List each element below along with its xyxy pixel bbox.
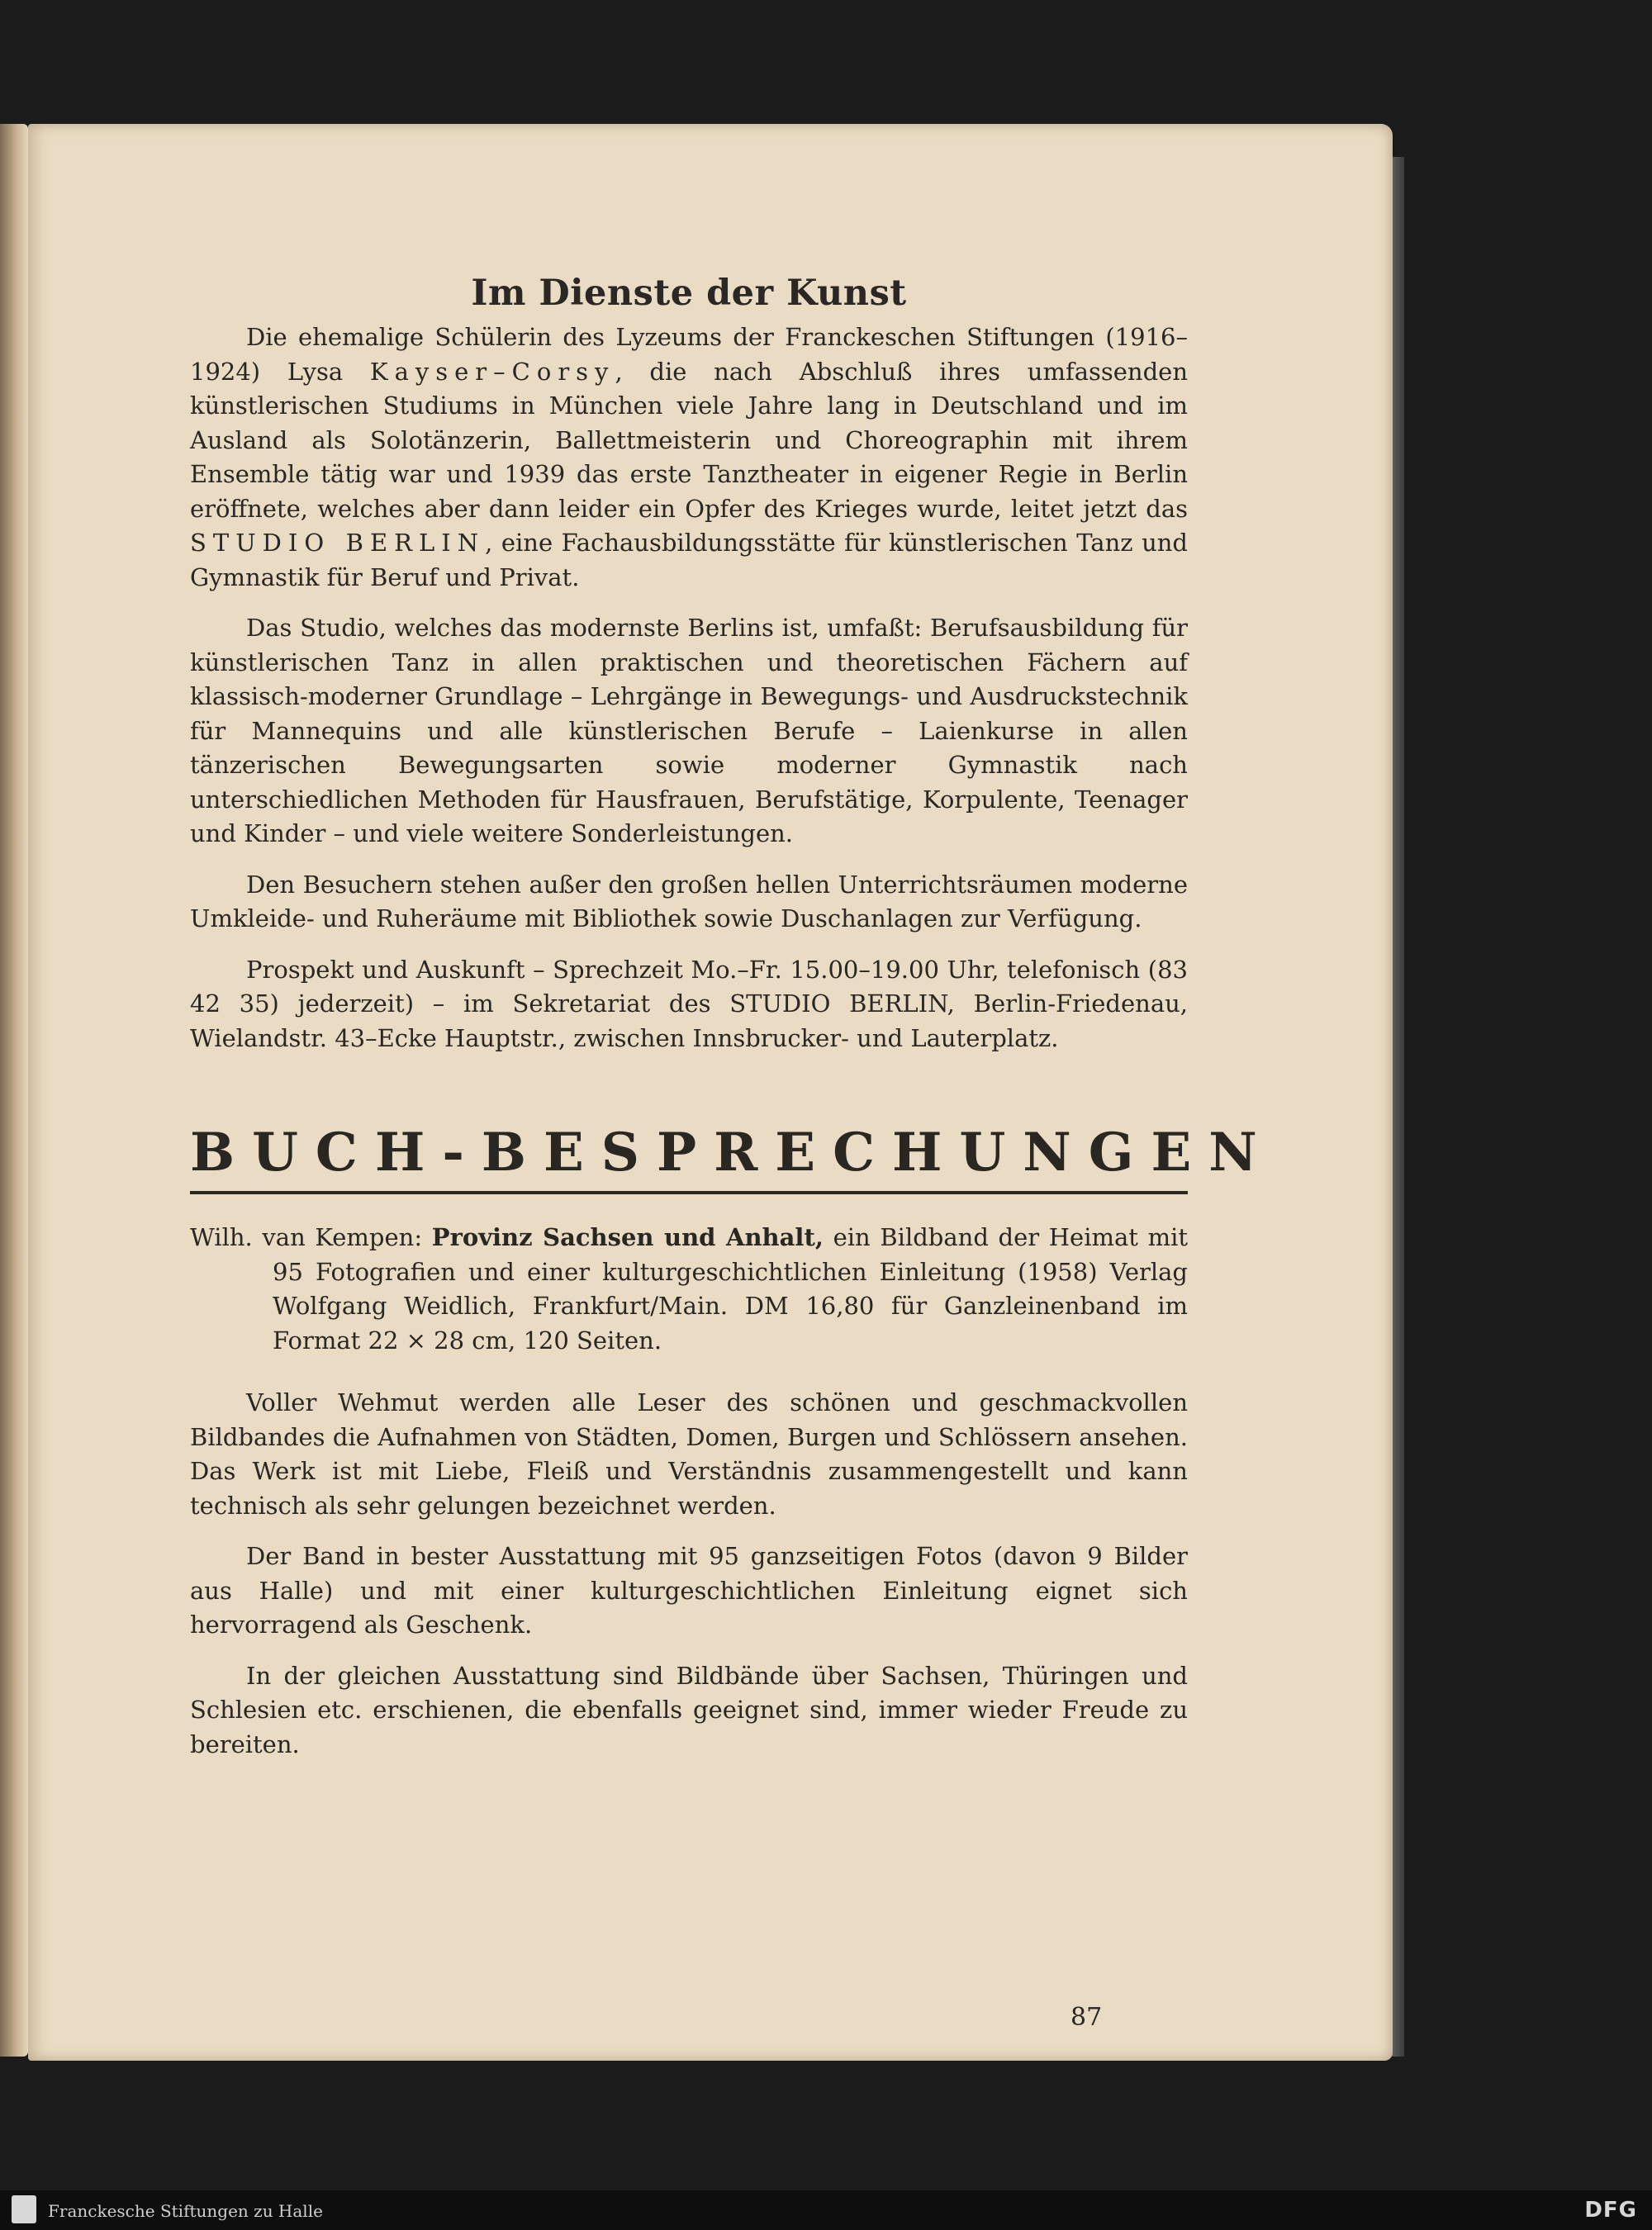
article-paragraph-1 — [190, 320, 1188, 595]
dfg-logo: DFG — [1584, 2198, 1637, 2223]
article-paragraph-3: Den Besuchern stehen außer den großen hellen Unterrichtsräumen moderne Umkleide- und Ruheräume mit Bibliothek sowie Duschanlagen zur Verfügung. — [190, 870, 1188, 932]
viewer-footer — [0, 2190, 1652, 2230]
scanned-page — [28, 124, 1393, 2061]
book-author: Wilh. van Kempen: — [190, 1223, 432, 1251]
article-paragraph-4: Prospekt und Auskunft – Sprechzeit Mo.–Fr. 15.00–19.00 Uhr, telefonisch (83 42 35) jederzeit) – im Sekretariat des STUDIO BERLIN, Berlin-Friedenau, Wielandstr. 43–Ecke Hauptstr., zwischen Innsbrucker- und Lauterplatz. — [190, 955, 1188, 1052]
page-number: 87 — [1070, 2003, 1103, 2032]
person-name: Kayser–Corsy — [369, 357, 615, 386]
article-p1-end: , eine Fachausbildungsstätte für künstlerischen Tanz und Gymnastik für Beruf und Privat. — [190, 529, 1188, 591]
article-p1-middle: , die nach Abschluß ihres umfassenden künstlerischen Studiums in München viele Jahre lang in Deutschland und im Ausland als Solotänzerin, Ballettmeisterin und Choreographin mit ihrem Ensemble tätig war und 1939 das erste Tanztheater in eigener Regie in Berlin eröffnete, welches aber dann leider ein Opfer des Krieges wurde, leitet jetzt das — [190, 357, 1188, 523]
book-entry — [190, 1221, 1188, 1358]
institution-logo-icon — [12, 2195, 36, 2223]
article-title: Im Dienste der Kunst — [471, 273, 907, 314]
studio-name: STUDIO BERLIN — [190, 529, 486, 557]
book-title: Provinz Sachsen und Anhalt, — [431, 1223, 824, 1251]
book-details: ein Bildband der Heimat mit 95 Fotografien und einer kulturgeschichtlichen Einleitung (1958) Verlag Wolfgang Weidlich, Frankfurt/Main. DM 16,80 für Ganzleinenband im Format 22 × 28 cm, 120 Seiten. — [273, 1223, 1189, 1355]
page-content — [190, 273, 1275, 1778]
institution-name: Franckesche Stiftungen zu Halle — [48, 2201, 323, 2221]
article-paragraph-2: Das Studio, welches das modernste Berlins ist, umfaßt: Berufsausbildung für künstlerischen Tanz in allen praktischen und theoretischen Fächern auf klassisch-moderner Grundlage – Lehrgänge in Bewegungs- und Ausdruckstechnik für Mannequins und alle künstlerischen Berufe – Laienkurse in allen tänzerischen Bewegungsarten sowie moderner Gymnastik nach unterschiedlichen Methoden für Hausfrauen, Berufstätige, Korpulente, Teenager und Kinder – und viele weitere Sonderleistungen. — [190, 614, 1188, 847]
review-paragraph-1: Voller Wehmut werden alle Leser des schönen und geschmackvollen Bildbandes die Aufnahmen von Städten, Domen, Burgen und Schlössern ansehen. Das Werk ist mit Liebe, Fleiß und Verständnis zusammengestellt und kann technisch als sehr gelungen bezeichnet werden. — [190, 1388, 1188, 1520]
review-paragraph-3: In der gleichen Ausstattung sind Bildbände über Sachsen, Thüringen und Schlesien etc. erschienen, die ebenfalls geeignet sind, immer wieder Freude zu bereiten. — [190, 1661, 1188, 1758]
review-paragraph-2: Der Band in bester Ausstattung mit 95 ganzseitigen Fotos (davon 9 Bilder aus Halle) und mit einer kulturgeschichtlichen Einleitung eignet sich hervorragend als Geschenk. — [190, 1542, 1188, 1639]
previous-page-edge — [0, 124, 28, 2057]
book-reviews-heading: BUCH-BESPRECHUNGEN — [190, 1120, 1188, 1194]
article-p1-start: Die ehemalige Schülerin des Lyzeums der Franckeschen Stiftungen (1916–1924) Lysa — [190, 323, 1188, 386]
